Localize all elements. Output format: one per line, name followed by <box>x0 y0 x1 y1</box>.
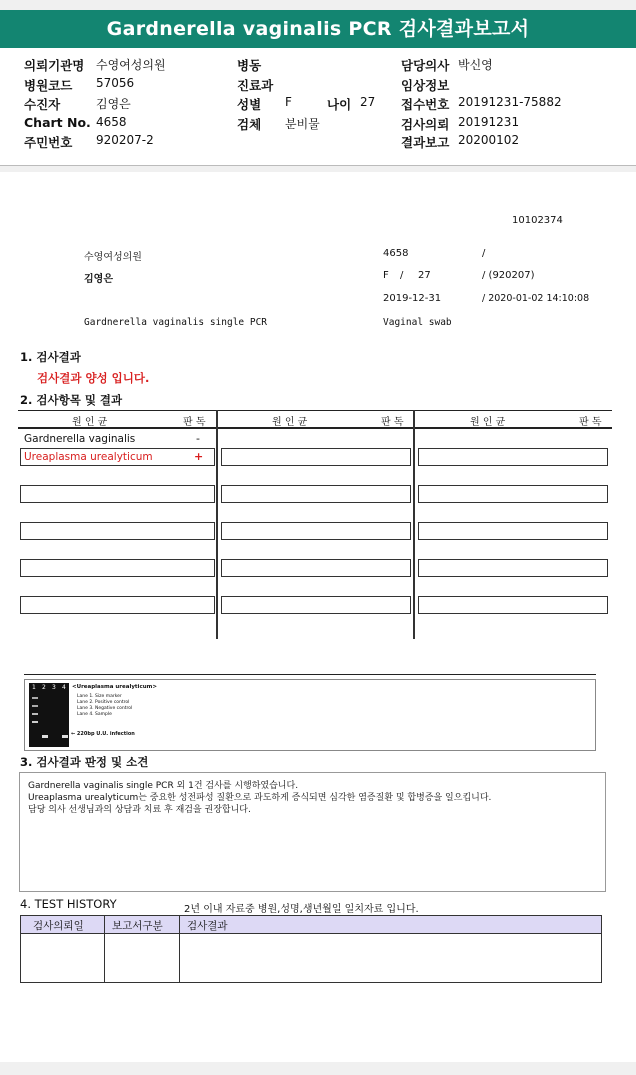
result-box-row2-col2 <box>221 448 411 466</box>
sex-value: F <box>285 95 292 109</box>
specimen-value: 분비물 <box>285 117 320 131</box>
result-box-empty <box>221 522 411 540</box>
col-organism-1: 원 인 균 <box>72 417 108 428</box>
body-clinic: 수영여성의원 <box>84 252 142 263</box>
ward-label: 병동 <box>237 58 262 73</box>
request-value: 20191231 <box>458 115 520 129</box>
section1-title: 1. 검사결과 <box>20 350 81 364</box>
gel-image <box>29 683 69 747</box>
result-box-row2-col3 <box>418 448 608 466</box>
report-value: 20200102 <box>458 133 520 147</box>
body-sex-slash: / <box>400 270 404 281</box>
body-receipt-date: 2019-12-31 <box>383 293 442 304</box>
chart-label: Chart No. <box>24 115 91 130</box>
history-col-request-date: 검사의뢰일 <box>33 920 84 932</box>
body-chart-no: 4658 <box>383 248 409 259</box>
result-box-empty <box>221 559 411 577</box>
body-slash: / <box>482 248 486 259</box>
institution-value: 수영여성의원 <box>96 58 166 72</box>
report-label: 결과보고 <box>401 135 450 150</box>
body-age: 27 <box>418 270 431 281</box>
receipt-label: 접수번호 <box>401 97 450 112</box>
result-box-empty <box>20 596 215 614</box>
col-organism-3: 원 인 균 <box>470 417 506 428</box>
sex-label: 성별 <box>237 97 262 112</box>
opinion-line-3: 담당 의사 선생님과의 상담과 치료 후 재검을 권장합니다. <box>28 805 251 815</box>
institution-label: 의뢰기관명 <box>24 58 85 73</box>
result-box-empty <box>418 596 608 614</box>
history-table <box>20 915 602 983</box>
col-judgement-1: 판 독 <box>183 417 206 428</box>
gel-lane-3: 3 <box>52 684 56 691</box>
result-box-empty <box>20 485 215 503</box>
grid-divider-1 <box>216 410 218 639</box>
age-label: 나이 <box>327 97 352 112</box>
col-judgement-3: 판 독 <box>579 417 602 428</box>
doctor-value: 박신영 <box>458 58 493 72</box>
body-patient: 김영은 <box>84 274 113 285</box>
body-sex: F <box>383 270 389 281</box>
gel-arrow-label: ← 220bp U.U. infection <box>71 731 135 737</box>
history-note: 2년 이내 자료중 병원,성명,생년월일 일치자료 입니다. <box>184 904 419 915</box>
gel-lane-4: 4 <box>62 684 66 691</box>
gel-legend-4: Lane 4. Sample <box>77 712 112 717</box>
gel-legend-3: Lane 3. Negative control <box>77 706 133 711</box>
section4-title: 4. TEST HISTORY <box>20 897 117 911</box>
result-box-empty <box>221 485 411 503</box>
body-specimen: Vaginal swab <box>383 317 452 328</box>
gel-top-line <box>24 674 596 675</box>
history-col-result: 검사결과 <box>187 920 228 932</box>
section3-title: 3. 검사결과 판정 및 소견 <box>20 755 149 769</box>
gel-legend-1: Lane 1. Size marker <box>77 694 122 699</box>
result-box-empty <box>20 559 215 577</box>
receipt-value: 20191231-75882 <box>458 95 562 109</box>
opinion-line-2: Ureaplasma urealyticum는 중요한 성전파성 질환으로 과도하게 증식되면 심각한 염증질환 및 합병증을 일으킵니다. <box>28 793 492 803</box>
patient-label: 수진자 <box>24 97 61 112</box>
grid-divider-2 <box>413 410 415 639</box>
clinical-label: 임상정보 <box>401 78 450 93</box>
result-box-empty <box>221 596 411 614</box>
gel-lane-2: 2 <box>42 684 46 691</box>
organism-row-2: Ureaplasma urealyticum <box>24 451 153 463</box>
result-box-empty <box>20 522 215 540</box>
request-label: 검사의뢰 <box>401 117 450 132</box>
body-birth: / (920207) <box>482 270 535 281</box>
rrn-value: 920207-2 <box>96 133 154 147</box>
body-report-datetime: / 2020-01-02 14:10:08 <box>482 293 590 304</box>
opinion-line-1: Gardnerella vaginalis single PCR 외 1건 검사를 시행하였습니다. <box>28 781 299 791</box>
result-summary: 검사결과 양성 입니다. <box>37 371 150 385</box>
hospital-code-value: 57056 <box>96 76 135 90</box>
result-box-empty <box>418 485 608 503</box>
report-title: Gardnerella vaginalis PCR 검사결과보고서 <box>0 10 636 48</box>
history-col-report-type: 보고서구분 <box>112 920 163 932</box>
doctor-label: 담당의사 <box>401 58 450 73</box>
chart-value: 4658 <box>96 115 127 129</box>
gel-electrophoresis-panel <box>24 679 596 751</box>
col-judgement-2: 판 독 <box>381 417 404 428</box>
organism-row-1: Gardnerella vaginalis <box>24 433 136 445</box>
rrn-label: 주민번호 <box>24 135 73 150</box>
gel-legend-2: Lane 2. Positive control <box>77 700 130 705</box>
gel-caption: <Ureaplasma urealyticum> <box>72 684 157 690</box>
document-number: 10102374 <box>512 215 563 226</box>
dept-label: 진료과 <box>237 78 274 93</box>
judgement-row-2: + <box>194 450 204 463</box>
section2-title: 2. 검사항목 및 결과 <box>20 393 123 407</box>
body-test-name: Gardnerella vaginalis single PCR <box>84 317 268 328</box>
report-body <box>0 172 636 1062</box>
hospital-code-label: 병원코드 <box>24 78 73 93</box>
patient-value: 김영은 <box>96 97 131 111</box>
gel-lane-1: 1 <box>32 684 36 691</box>
result-box-empty <box>418 522 608 540</box>
opinion-box <box>19 772 606 892</box>
result-box-empty <box>418 559 608 577</box>
grid-top-line <box>18 410 612 411</box>
judgement-row-1: - <box>196 432 200 445</box>
header-info <box>0 48 636 166</box>
col-organism-2: 원 인 균 <box>272 417 308 428</box>
specimen-label: 검체 <box>237 117 262 132</box>
age-value: 27 <box>360 95 376 109</box>
